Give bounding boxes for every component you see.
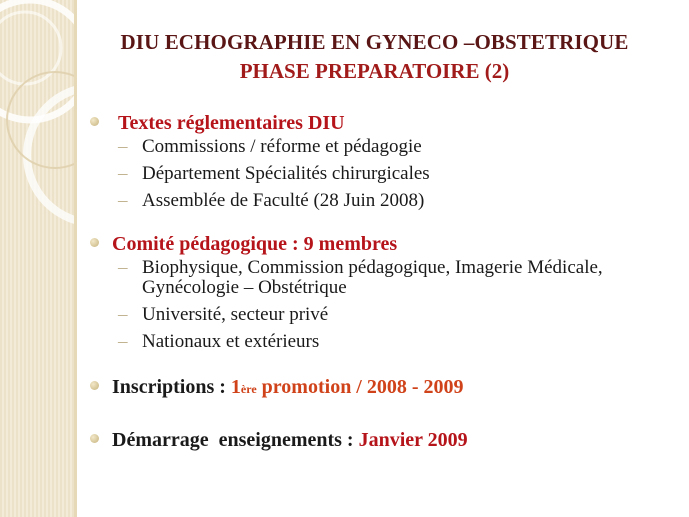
list-item: – Nationaux et extérieurs xyxy=(118,331,320,352)
sub-list xyxy=(118,258,680,352)
dash-icon: – xyxy=(118,257,128,278)
item-textes-reglementaires xyxy=(90,112,680,211)
bullet-icon xyxy=(90,381,99,390)
bullet-icon xyxy=(90,117,99,126)
sub-list xyxy=(118,137,680,211)
bullet-icon xyxy=(90,238,99,247)
list-item: – Département Spécialités chirurgicales xyxy=(118,163,430,184)
promotion-ordinal-suffix: ère xyxy=(240,382,257,396)
list-item: – Biophysique, Commission pédagogique, Imagerie Médicale, Gynécologie – Obstétrique xyxy=(118,257,603,298)
list-item: – Université, secteur privé xyxy=(118,304,329,325)
dash-icon: – xyxy=(118,163,128,184)
bullet-icon xyxy=(90,434,99,443)
list-item: – Commissions / réforme et pédagogie xyxy=(118,136,422,157)
list-item: – Assemblée de Faculté (28 Juin 2008) xyxy=(118,190,425,211)
slide-content xyxy=(90,112,680,452)
promotion-number: 1 xyxy=(230,376,241,398)
demarrage-date: Janvier 2009 xyxy=(358,429,468,451)
dash-icon: – xyxy=(118,136,128,157)
promotion-text: promotion / 2008 - 2009 xyxy=(256,376,464,398)
demarrage-label: Démarrage enseignements : xyxy=(112,429,359,451)
dash-icon: – xyxy=(118,304,128,325)
title-line-2: PHASE PREPARATOIRE (2) xyxy=(239,59,510,83)
slide-title xyxy=(60,30,689,84)
dash-icon: – xyxy=(118,190,128,211)
inscriptions-label: Inscriptions : xyxy=(112,376,231,398)
title-line-1: DIU ECHOGRAPHIE EN GYNECO –OBSTETRIQUE xyxy=(120,30,629,54)
item-inscriptions xyxy=(90,376,680,399)
dash-icon: – xyxy=(118,331,128,352)
item-heading: Textes réglementaires DIU xyxy=(118,112,345,134)
item-demarrage xyxy=(90,429,680,452)
item-heading: Comité pédagogique : 9 membres xyxy=(112,233,398,255)
item-comite-pedagogique xyxy=(90,233,680,352)
